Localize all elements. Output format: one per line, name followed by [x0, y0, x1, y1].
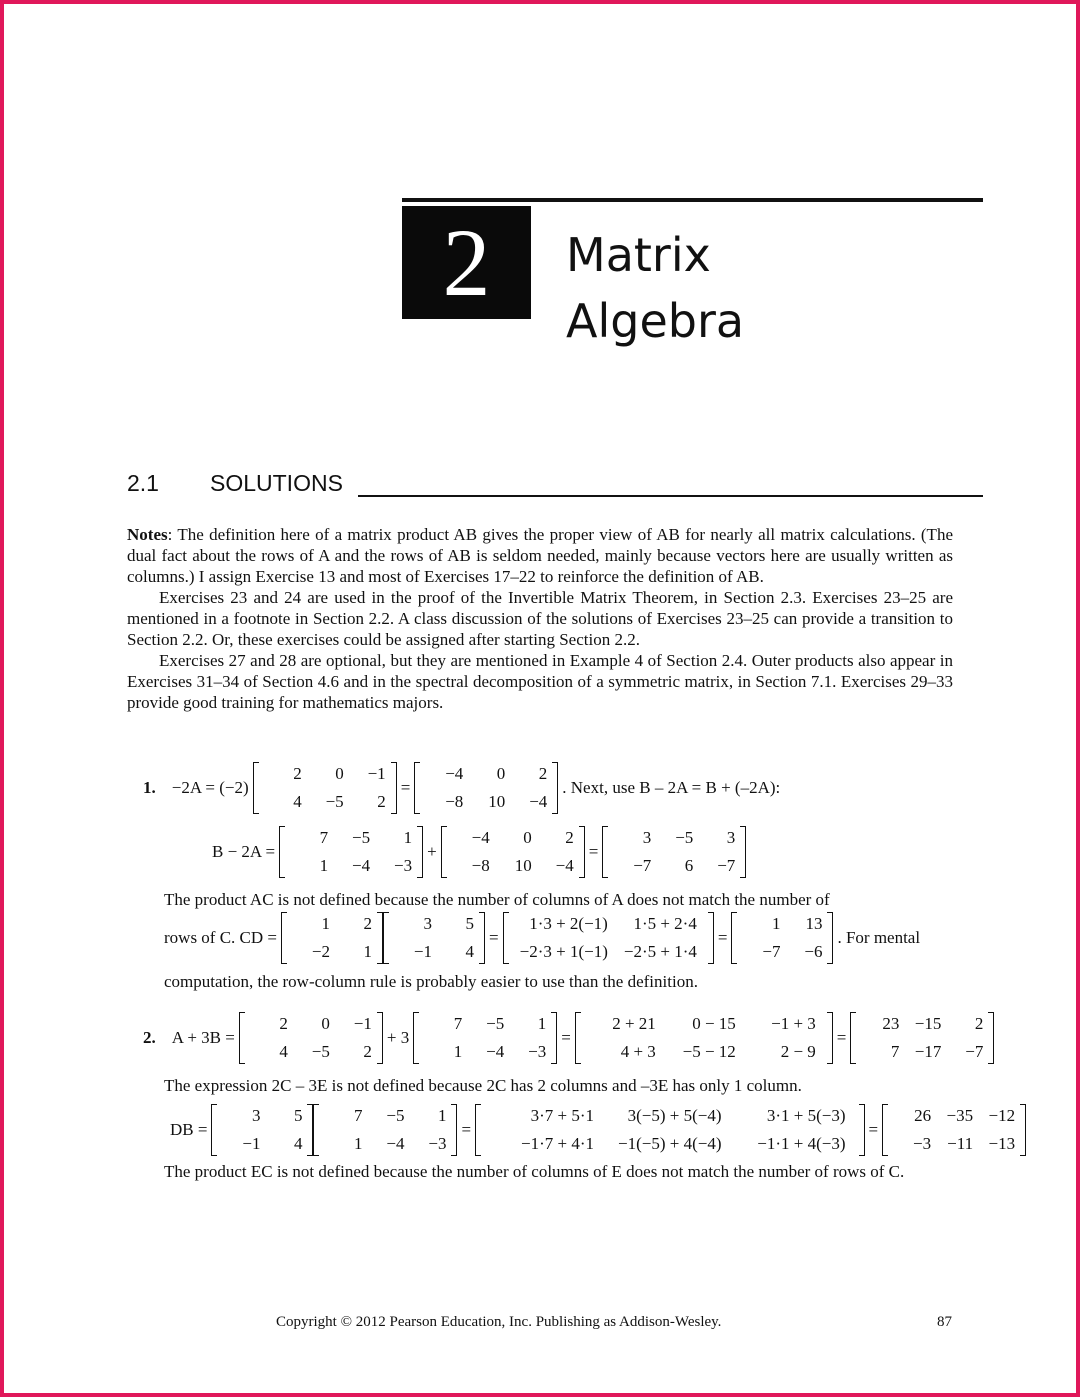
matrix-entry: 6	[684, 856, 694, 875]
ex1-equation-1	[143, 762, 784, 814]
matrix-A-plus-3B	[850, 1012, 994, 1064]
matrix-entry: 5	[293, 1106, 303, 1125]
matrix-entry: 2 + 21	[612, 1014, 656, 1033]
matrix-entry: 2	[974, 1014, 984, 1033]
matrix-entry: −3	[394, 856, 413, 875]
matrix-entry: 2	[377, 792, 386, 811]
matrix-entry: 2	[363, 914, 373, 933]
notes-paragraph-3: Exercises 27 and 28 are optional, but they are mentioned in Example 4 of Section 2.4. Outer products also appear in Exercises 31–34 of Section 4.6 and in the spectral decomposition of a symmetric matrix, in Section 7.1. Exercises 29–33 provide good training for mathematics majors.	[127, 651, 953, 712]
matrix-entry: −35	[946, 1106, 974, 1125]
matrix-entry: −5	[352, 828, 371, 847]
matrix-A	[253, 762, 397, 814]
matrix-entry: 1	[363, 942, 373, 961]
equals-sign: =	[836, 1028, 847, 1047]
matrix-entry: −8	[445, 792, 464, 811]
notes-text-1: : The definition here of a matrix product AB gives the proper view of AB for nearly all matrix calculations. (The dual fact about the rows of A and the rows of AB is seldom needed, mainly because vectors here are usually written as columns.) I assign Exercise 13 and most of Exercises 17–22 to reinforce the definition of AB.	[127, 525, 953, 586]
matrix-entry: −5 − 12	[682, 1042, 736, 1061]
matrix-entry: −4	[486, 1042, 505, 1061]
ex1-cd-pre: rows of C. CD =	[164, 928, 278, 947]
matrix-entry: −1	[242, 1134, 261, 1153]
matrix-entry: 1	[537, 1014, 547, 1033]
matrix-entry: −5	[311, 1042, 330, 1061]
ex2-equation-1	[143, 1012, 994, 1064]
matrix-entry: −12	[988, 1106, 1016, 1125]
matrix-entry: 4	[293, 1134, 303, 1153]
matrix-entry: 23	[882, 1014, 900, 1033]
chapter-number-box	[402, 206, 531, 319]
matrix-entry: −4	[555, 856, 574, 875]
matrix-entry: 3	[251, 1106, 261, 1125]
ex1-number: 1.	[143, 778, 156, 797]
matrix-entry: 4 + 3	[620, 1042, 656, 1061]
ex1-b-lhs: B − 2A =	[212, 842, 276, 861]
ex2-number: 2.	[143, 1028, 156, 1047]
matrix-entry: −4	[352, 856, 371, 875]
matrix-entry: −2·5 + 1·4	[623, 942, 697, 961]
matrix-C	[281, 912, 383, 964]
ex1-equation-3	[164, 912, 924, 964]
matrix-entry: 3·1 + 5(−3)	[766, 1106, 846, 1125]
ex1-ac-text: The product AC is not defined because the number of columns of A does not match the number of	[164, 890, 830, 909]
equals-sign: =	[868, 1120, 879, 1139]
chapter-number: 2	[442, 209, 491, 316]
equals-sign: =	[461, 1120, 472, 1139]
matrix-entry: −3	[528, 1042, 547, 1061]
matrix-B-minus-2A	[602, 826, 746, 878]
matrix-entry: 4	[465, 942, 475, 961]
matrix-entry: 0	[335, 764, 344, 783]
matrix-entry: −4	[471, 828, 490, 847]
equals-sign: =	[400, 778, 411, 797]
matrix-entry: 2	[279, 1014, 288, 1033]
matrix-A-plus-3B-expanded	[575, 1012, 833, 1064]
matrix-entry: 3	[726, 828, 736, 847]
ex1-equation-2	[208, 826, 746, 878]
matrix-entry: −4	[445, 764, 464, 783]
equals-sign: =	[717, 928, 728, 947]
matrix-entry: 2	[565, 828, 574, 847]
matrix-DB-expanded	[475, 1104, 865, 1156]
matrix-entry: −1·7 + 4·1	[521, 1134, 595, 1153]
matrix-entry: −1·1 + 4(−3)	[757, 1134, 846, 1153]
matrix-entry: −5	[386, 1106, 405, 1125]
matrix-entry: 7	[319, 828, 329, 847]
matrix-D	[211, 1104, 313, 1156]
equals-sign: =	[561, 1028, 571, 1047]
matrix-entry: −7	[965, 1042, 984, 1061]
matrix-B	[313, 1104, 457, 1156]
matrix-entry: 2	[293, 764, 302, 783]
matrix-entry: 13	[805, 914, 823, 933]
copyright-footer: Copyright © 2012 Pearson Education, Inc. Publishing as Addison-Wesley.	[276, 1314, 722, 1330]
matrix-entry: 7	[890, 1042, 900, 1061]
ex2-ec-text: The product EC is not defined because the number of columns of E does not match the number of rows of C.	[164, 1162, 905, 1181]
matrix-entry: 0 − 15	[692, 1014, 736, 1033]
ex1-computation-text: computation, the row-column rule is probably easier to use than the definition.	[164, 972, 698, 991]
matrix-entry: −3	[428, 1134, 447, 1153]
matrix-entry: 1	[353, 1134, 363, 1153]
matrix-entry: 4	[279, 1042, 288, 1061]
matrix-entry: 0	[523, 828, 532, 847]
matrix-neg2A	[441, 826, 585, 878]
notes-block	[127, 524, 953, 713]
matrix-entry: −2	[311, 942, 331, 961]
matrix-entry: −1	[367, 764, 386, 783]
matrix-A	[239, 1012, 383, 1064]
matrix-entry: 1·5 + 2·4	[633, 914, 697, 933]
ex2-db-lhs: DB =	[170, 1120, 208, 1139]
matrix-entry: 1	[453, 1042, 463, 1061]
matrix-entry: −2·3 + 1(−1)	[519, 942, 608, 961]
matrix-entry: 3·7 + 5·1	[530, 1106, 595, 1125]
matrix-entry: −11	[947, 1134, 974, 1153]
chapter-title-line2: Algebra	[566, 294, 745, 348]
matrix-entry: 0	[321, 1014, 330, 1033]
notes-paragraph-1	[127, 524, 953, 587]
chapter-title-line1: Matrix	[566, 228, 711, 282]
ex2-equation-2	[166, 1104, 1026, 1156]
matrix-entry: −5	[675, 828, 694, 847]
section-number: 2.1	[127, 470, 159, 496]
chapter-rule	[402, 198, 983, 202]
matrix-entry: 1	[319, 856, 329, 875]
matrix-B	[279, 826, 423, 878]
matrix-entry: 2 − 9	[780, 1042, 816, 1061]
plus-sign: +	[427, 842, 437, 861]
matrix-entry: −13	[988, 1134, 1016, 1153]
matrix-D	[383, 912, 485, 964]
matrix-entry: −15	[914, 1014, 942, 1033]
matrix-entry: 1·3 + 2(−1)	[529, 914, 608, 933]
matrix-entry: −1(−5) + 4(−4)	[618, 1134, 722, 1153]
section-rule	[358, 495, 983, 497]
matrix-entry: −3	[913, 1134, 932, 1153]
ex1-cd-post: . For mental	[837, 928, 921, 947]
matrix-entry: 7	[453, 1014, 463, 1033]
matrix-entry: 26	[914, 1106, 932, 1125]
matrix-entry: 3	[423, 914, 433, 933]
matrix-entry: −8	[471, 856, 490, 875]
equals-sign: =	[489, 928, 499, 947]
page-number: 87	[937, 1314, 952, 1330]
matrix-entry: −1	[353, 1014, 372, 1033]
matrix-entry: 5	[465, 914, 475, 933]
matrix-CD	[731, 912, 833, 964]
matrix-entry: −17	[914, 1042, 942, 1061]
matrix-entry: −5	[325, 792, 344, 811]
matrix-entry: −1 + 3	[771, 1014, 816, 1033]
chapter-title	[566, 222, 744, 354]
matrix-entry: −1	[413, 942, 433, 961]
ex1-next-text: . Next, use B – 2A = B + (–2A):	[562, 778, 781, 797]
matrix-entry: 3(−5) + 5(−4)	[627, 1106, 722, 1125]
matrix-entry: 4	[293, 792, 302, 811]
matrix-entry: −7	[762, 942, 781, 961]
matrix-neg2A	[414, 762, 558, 814]
notes-paragraph-2: Exercises 23 and 24 are used in the proof of the Invertible Matrix Theorem, in Section 2.3. Exercises 23–25 are mentioned in a footnote in Section 2.2. A class discussion of the solutions of Exercises 23–25 can provide a transition to Section 2.2. Or, these exercises could be assigned after starting Section 2.2.	[127, 588, 953, 649]
equals-sign: =	[588, 842, 599, 861]
matrix-entry: 1	[321, 914, 331, 933]
ex1-lhs: −2A = (−2)	[171, 778, 249, 797]
matrix-CD-expanded	[503, 912, 714, 964]
matrix-entry: 0	[496, 764, 506, 783]
plus-three: + 3	[386, 1028, 410, 1047]
matrix-entry: −6	[804, 942, 823, 961]
matrix-entry: 1	[437, 1106, 447, 1125]
matrix-entry: 1	[771, 914, 781, 933]
matrix-entry: −5	[486, 1014, 505, 1033]
matrix-entry: 3	[642, 828, 652, 847]
matrix-entry: −4	[386, 1134, 405, 1153]
notes-label: Notes	[127, 525, 168, 544]
matrix-entry: 2	[538, 764, 548, 783]
matrix-entry: 10	[514, 856, 532, 875]
matrix-DB	[882, 1104, 1026, 1156]
matrix-entry: 1	[403, 828, 413, 847]
matrix-entry: 2	[363, 1042, 372, 1061]
matrix-entry: −7	[717, 856, 736, 875]
matrix-entry: 10	[488, 792, 506, 811]
section-title: SOLUTIONS	[210, 470, 343, 496]
ex2-expression-text: The expression 2C – 3E is not defined because 2C has 2 columns and –3E has only 1 column.	[164, 1076, 802, 1095]
matrix-entry: −4	[529, 792, 548, 811]
matrix-B	[413, 1012, 557, 1064]
ex2-lhs: A + 3B =	[171, 1028, 235, 1047]
matrix-entry: 7	[353, 1106, 363, 1125]
matrix-entry: −7	[633, 856, 652, 875]
